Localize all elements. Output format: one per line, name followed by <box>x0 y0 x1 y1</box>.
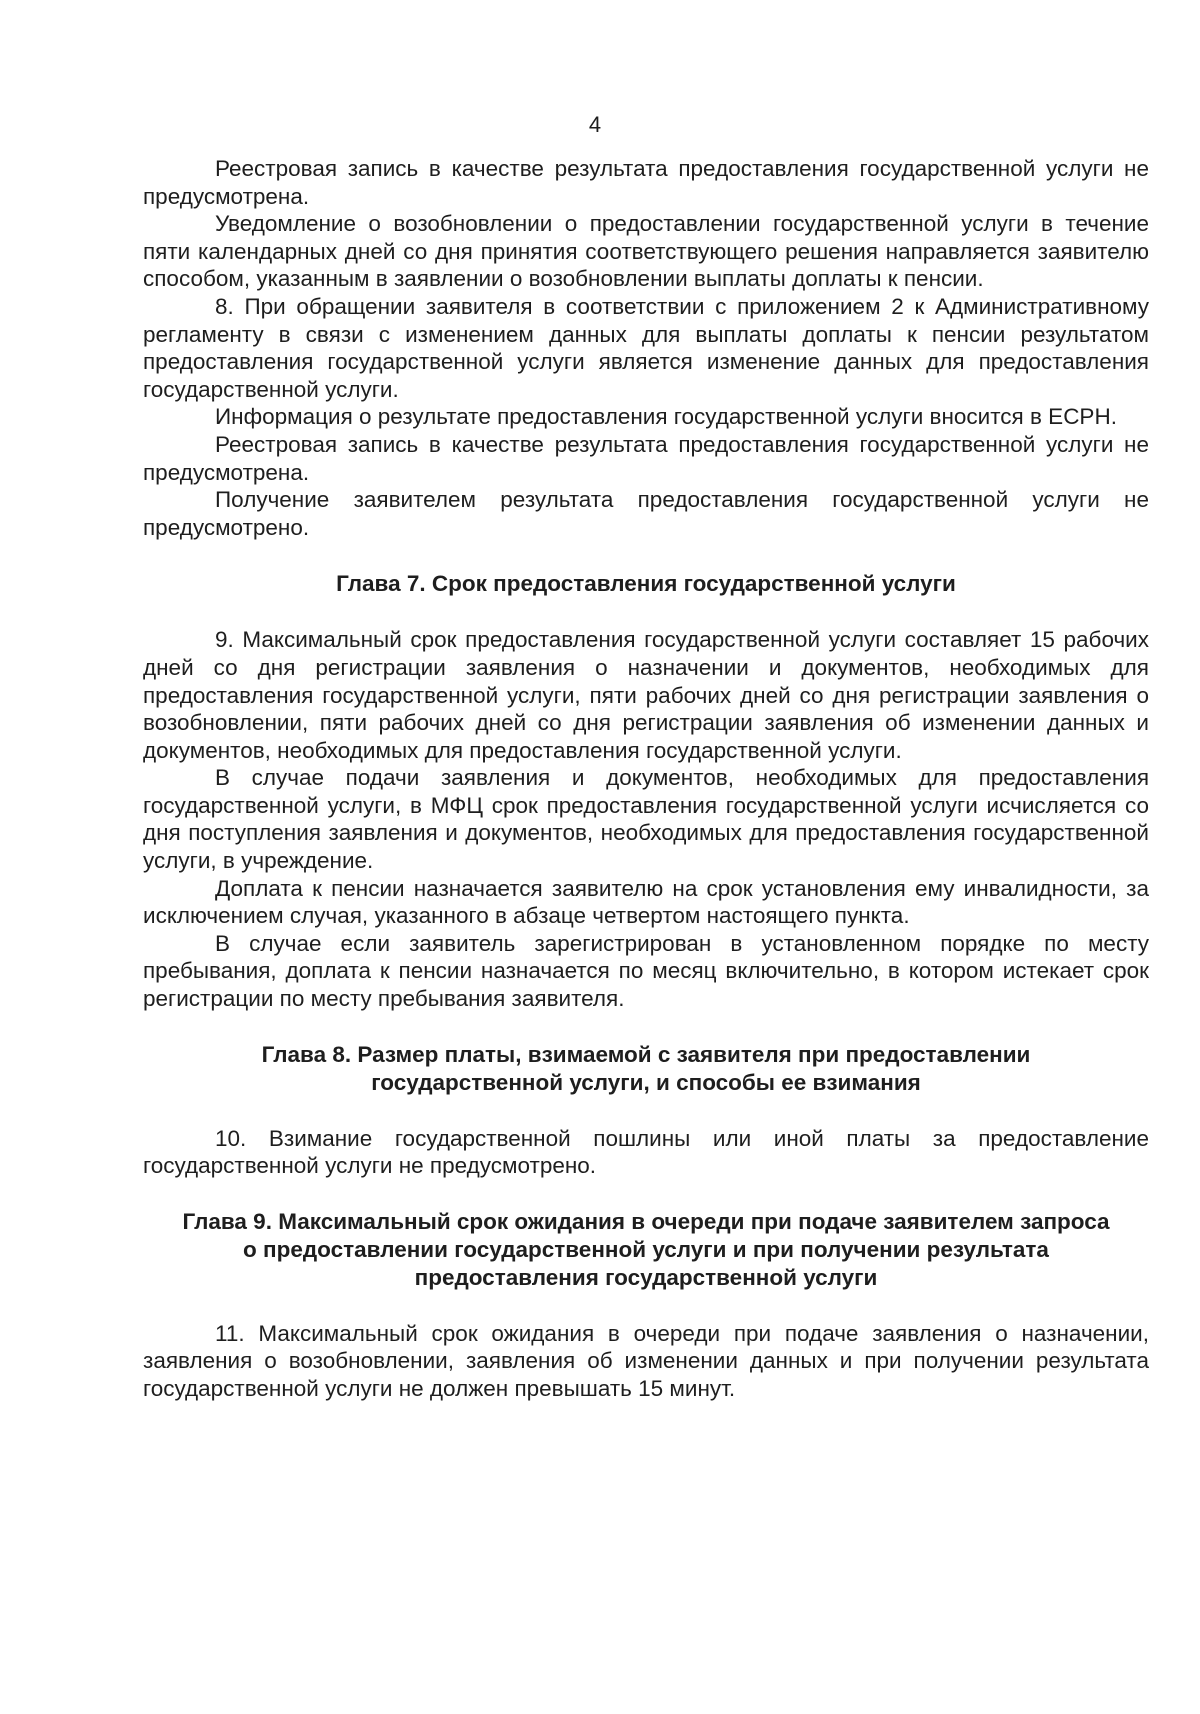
chapter-9-heading: Глава 9. Максимальный срок ожидания в очереди при подаче заявителем запроса о предоставлении государственной услуги и при получении результата предоставления государственной услуги <box>182 1208 1110 1290</box>
paragraph: Доплата к пенсии назначается заявителю на срок установления ему инвалидности, за исключением случая, указанного в абзаце четвертом настоящего пункта. <box>143 875 1149 929</box>
paragraph: Информация о результате предоставления государственной услуги вносится в ЕСРН. <box>215 404 1117 430</box>
paragraph: 8. При обращении заявителя в соответствии с приложением 2 к Административному регламенту в связи с изменением данных для выплаты доплаты к пенсии результатом предоставления государственной услуги является изменение данных для предоставления государственной услуги. <box>143 293 1149 402</box>
chapter-8-heading: Глава 8. Размер платы, взимаемой с заявителя при предоставлении государственной услуги, и способы ее взимания <box>261 1041 1031 1095</box>
paragraph: 9. Максимальный срок предоставления государственной услуги составляет 15 рабочих дней со дня регистрации заявления о назначении и документов, необходимых для предоставления государственной услуги, пяти рабочих дней со дня регистрации заявления о возобновлении, пяти рабочих дней со дня регистрации заявления об изменении данных и документов, необходимых для предоставления государственной услуги. <box>143 627 1149 763</box>
paragraph: 11. Максимальный срок ожидания в очереди при подаче заявления о назначении, заявления о возобновлении, заявления об изменении данных и при получении результата государственной услуги не должен превышать 15 минут. <box>143 1320 1149 1401</box>
document-body <box>143 155 1149 1403</box>
page-number: 4 <box>588 112 602 137</box>
paragraph: Получение заявителем результата предоставления государственной услуги не предусмотрено. <box>143 487 1149 540</box>
paragraph: Реестровая запись в качестве результата предоставления государственной услуги не предусмотрена. <box>143 431 1149 485</box>
paragraph: В случае если заявитель зарегистрирован в установленном порядке по месту пребывания, доплата к пенсии назначается по месяц включительно, в котором истекает срок регистрации по месту пребывания заявителя. <box>143 930 1149 1012</box>
paragraph: 10. Взимание государственной пошлины или иной платы за предоставление государственной услуги не предусмотрено. <box>143 1125 1149 1179</box>
paragraph: В случае подачи заявления и документов, необходимых для предоставления государственной услуги, в МФЦ срок предоставления государственной услуги исчисляется со дня поступления заявления и документов, необходимых для предоставления государственной услуги, в учреждение. <box>143 765 1149 874</box>
paragraph: Реестровая запись в качестве результата предоставления государственной услуги не предусмотрена. <box>143 156 1149 209</box>
chapter-7-heading: Глава 7. Срок предоставления государственной услуги <box>336 571 956 597</box>
paragraph: Уведомление о возобновлении о предоставлении государственной услуги в течение пяти календарных дней со дня принятия соответствующего решения направляется заявителю способом, указанным в заявлении о возобновлении выплаты доплаты к пенсии. <box>143 211 1149 292</box>
